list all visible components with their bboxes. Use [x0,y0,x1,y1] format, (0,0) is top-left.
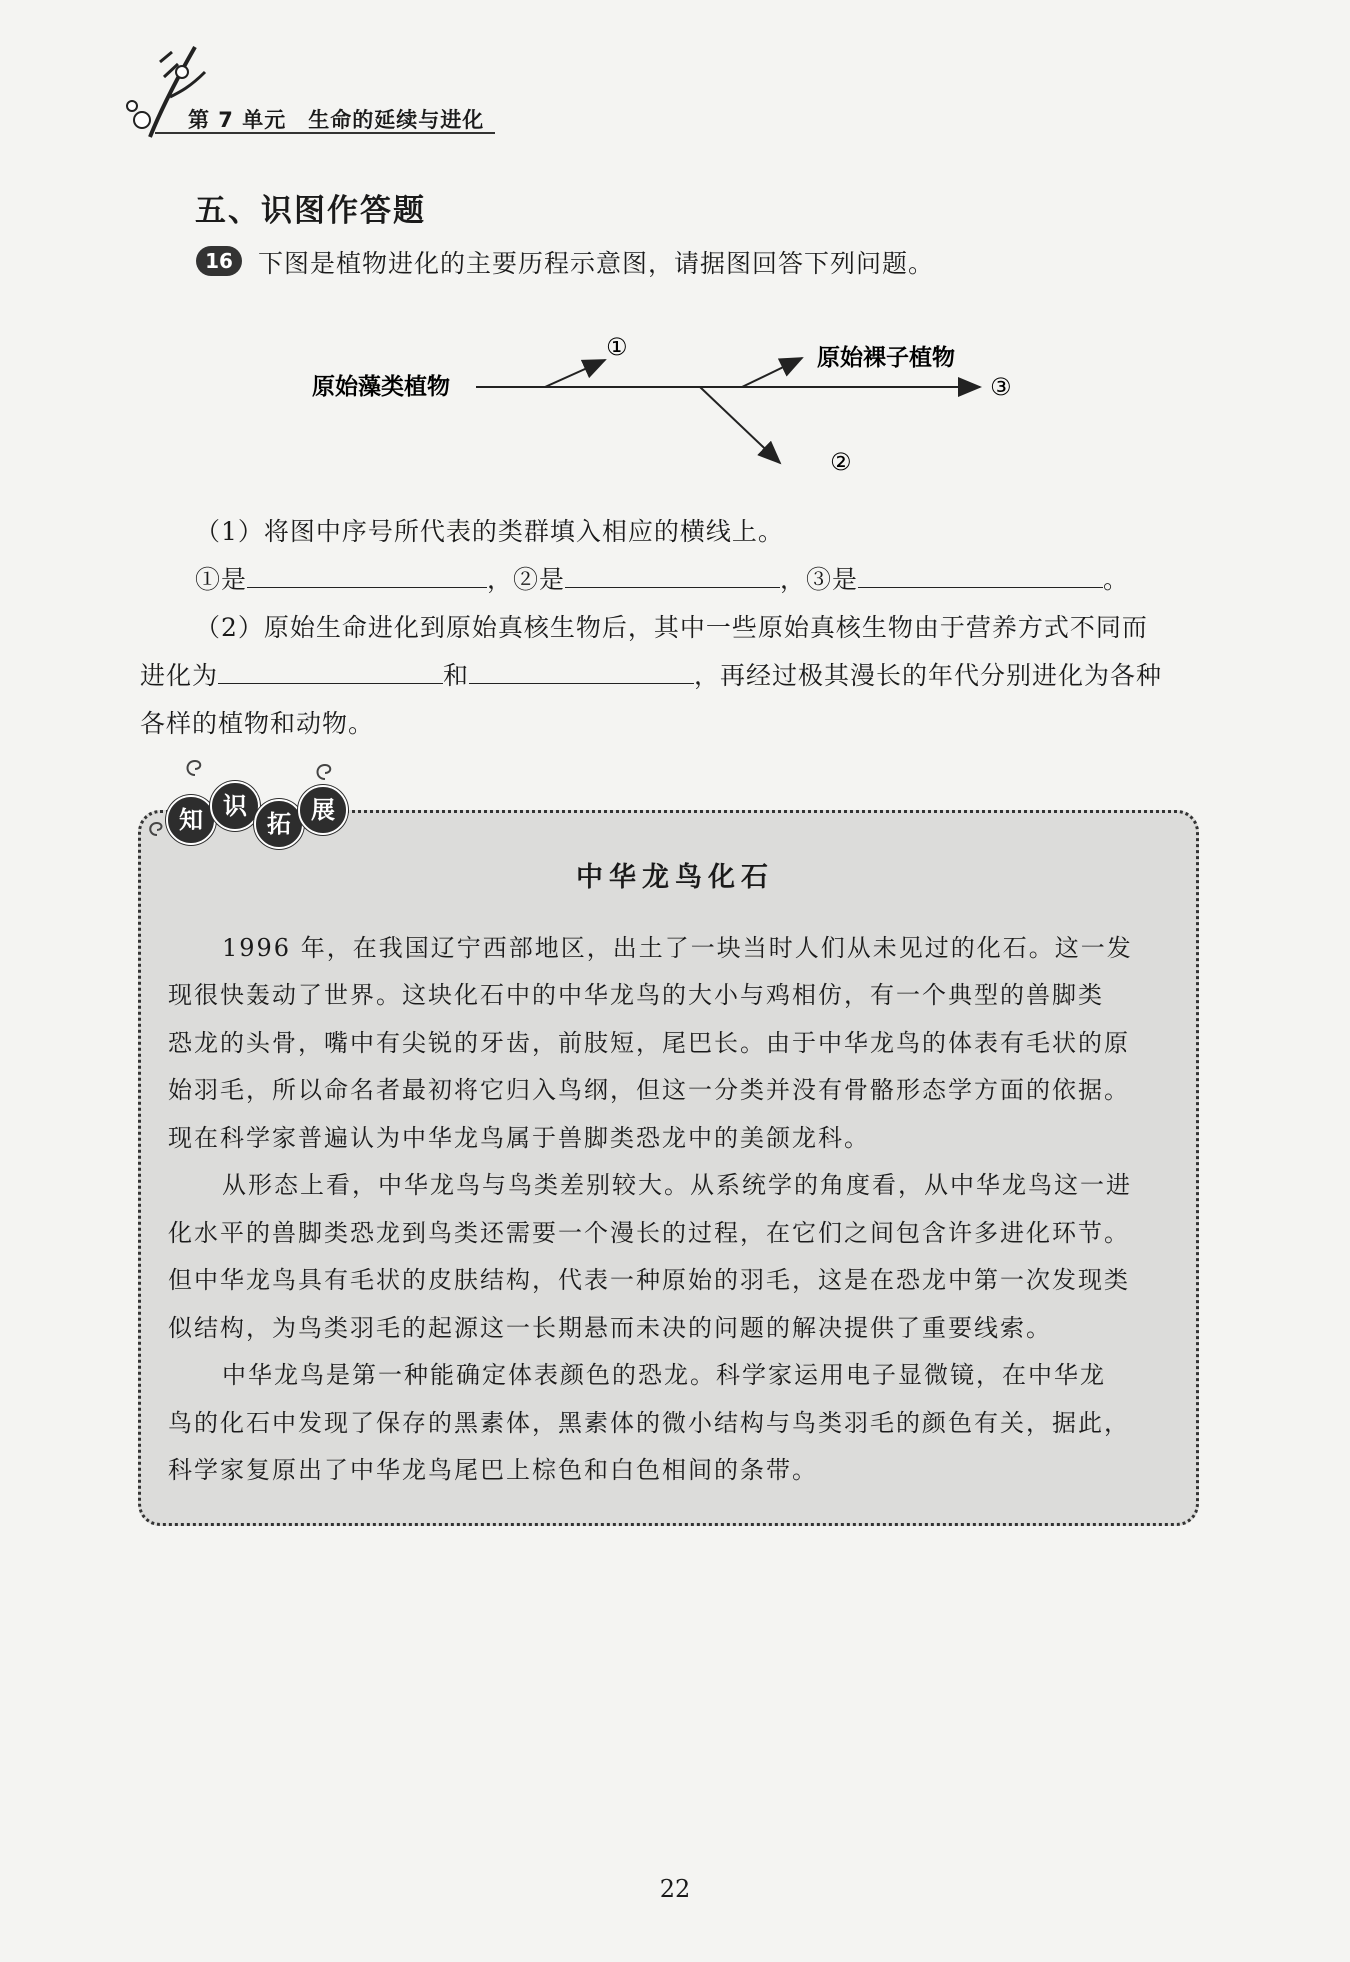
plant-evolution-diagram [300,325,1060,485]
answer-blank-1[interactable] [247,563,487,588]
subquestion-1-blanks [195,560,1129,596]
answer-blank-2[interactable] [565,563,780,588]
knowledge-line: 恐龙的头骨，嘴中有尖锐的牙齿，前肢短，尾巴长。由于中华龙鸟的体表有毛状的原 [168,1029,1130,1057]
answer-blank-5[interactable] [469,659,694,684]
fill-label-1: ①是 [195,565,248,594]
question-number-badge: 16 [196,246,242,276]
subq2-text-b: 和 [443,661,470,690]
knowledge-line: 化水平的兽脚类恐龙到鸟类还需要一个漫长的过程，在它们之间包含许多进化环节。 [168,1219,1130,1247]
unit-title: 第 7 单元 生命的延续与进化 [188,108,485,132]
subquestion-1-prompt: （1）将图中序号所代表的类群填入相应的横线上。 [195,517,784,546]
knowledge-line: 始羽毛，所以命名者最初将它归入鸟纲，但这一分类并没有骨骼形态学方面的依据。 [168,1076,1130,1104]
knowledge-line: 科学家复原出了中华龙鸟尾巴上棕色和白色相间的条带。 [168,1456,818,1484]
knowledge-line: 1996 年，在我国辽宁西部地区，出土了一块当时人们从未见过的化石。这一发 [222,934,1133,962]
section-title: 五、识图作答题 [195,193,426,229]
knowledge-line: 似结构，为鸟类羽毛的起源这一长期悬而未决的问题的解决提供了重要线索。 [168,1314,1052,1342]
knowledge-title: 中华龙鸟化石 [576,862,774,893]
swirl-icon [180,755,210,779]
knowledge-line: 鸟的化石中发现了保存的黑素体，黑素体的微小结构与鸟类羽毛的颜色有关，据此， [168,1409,1130,1437]
subquestion-2-line-2 [140,656,1162,692]
badge-char-4: 展 [298,785,348,835]
answer-blank-3[interactable] [858,563,1103,588]
diagram-arrow-gymnosperm [742,358,802,387]
question-text: 下图是植物进化的主要历程示意图，请据图回答下列问题。 [258,249,935,278]
knowledge-badge [150,755,350,855]
answer-blank-4[interactable] [218,659,443,684]
diagram-arrow-2 [700,387,780,463]
knowledge-line: 现在科学家普遍认为中华龙鸟属于兽脚类恐龙中的美颌龙科。 [168,1124,870,1152]
badge-char-3: 拓 [254,799,304,849]
badge-char-2: 识 [210,781,260,831]
swirl-icon [310,759,340,783]
subquestion-2-line-3: 各样的植物和动物。 [140,709,375,738]
diagram-circled-2: ② [830,448,852,476]
knowledge-line: 中华龙鸟是第一种能确定体表颜色的恐龙。科学家运用电子显微镜，在中华龙 [222,1361,1106,1389]
diagram-arrow-1 [545,360,605,387]
knowledge-line: 从形态上看，中华龙鸟与鸟类差别较大。从系统学的角度看，从中华龙鸟这一进 [222,1171,1132,1199]
page-header [0,0,1350,150]
subq2-text-c: ，再经过极其漫长的年代分别进化为各种 [694,661,1163,690]
diagram-gymnosperm-label: 原始裸子植物 [817,345,955,371]
subq2-text-a: 进化为 [140,661,219,690]
knowledge-line: 但中华龙鸟具有毛状的皮肤结构，代表一种原始的羽毛，这是在恐龙中第一次发现类 [168,1266,1130,1294]
fill-label-2: ，②是 [487,565,566,594]
diagram-circled-1: ① [606,333,628,361]
knowledge-line: 现很快轰动了世界。这块化石中的中华龙鸟的大小与鸡相仿，有一个典型的兽脚类 [168,981,1104,1009]
badge-char-1: 知 [166,795,216,845]
diagram-circled-3: ③ [990,373,1012,401]
page-number: 22 [659,1875,691,1903]
diagram-start-label: 原始藻类植物 [312,374,450,400]
fill-label-3: ，③是 [780,565,859,594]
header-divider [155,132,495,134]
fill-end: 。 [1103,565,1130,594]
subquestion-2-line-1: （2）原始生命进化到原始真核生物后，其中一些原始真核生物由于营养方式不同而 [195,613,1148,642]
